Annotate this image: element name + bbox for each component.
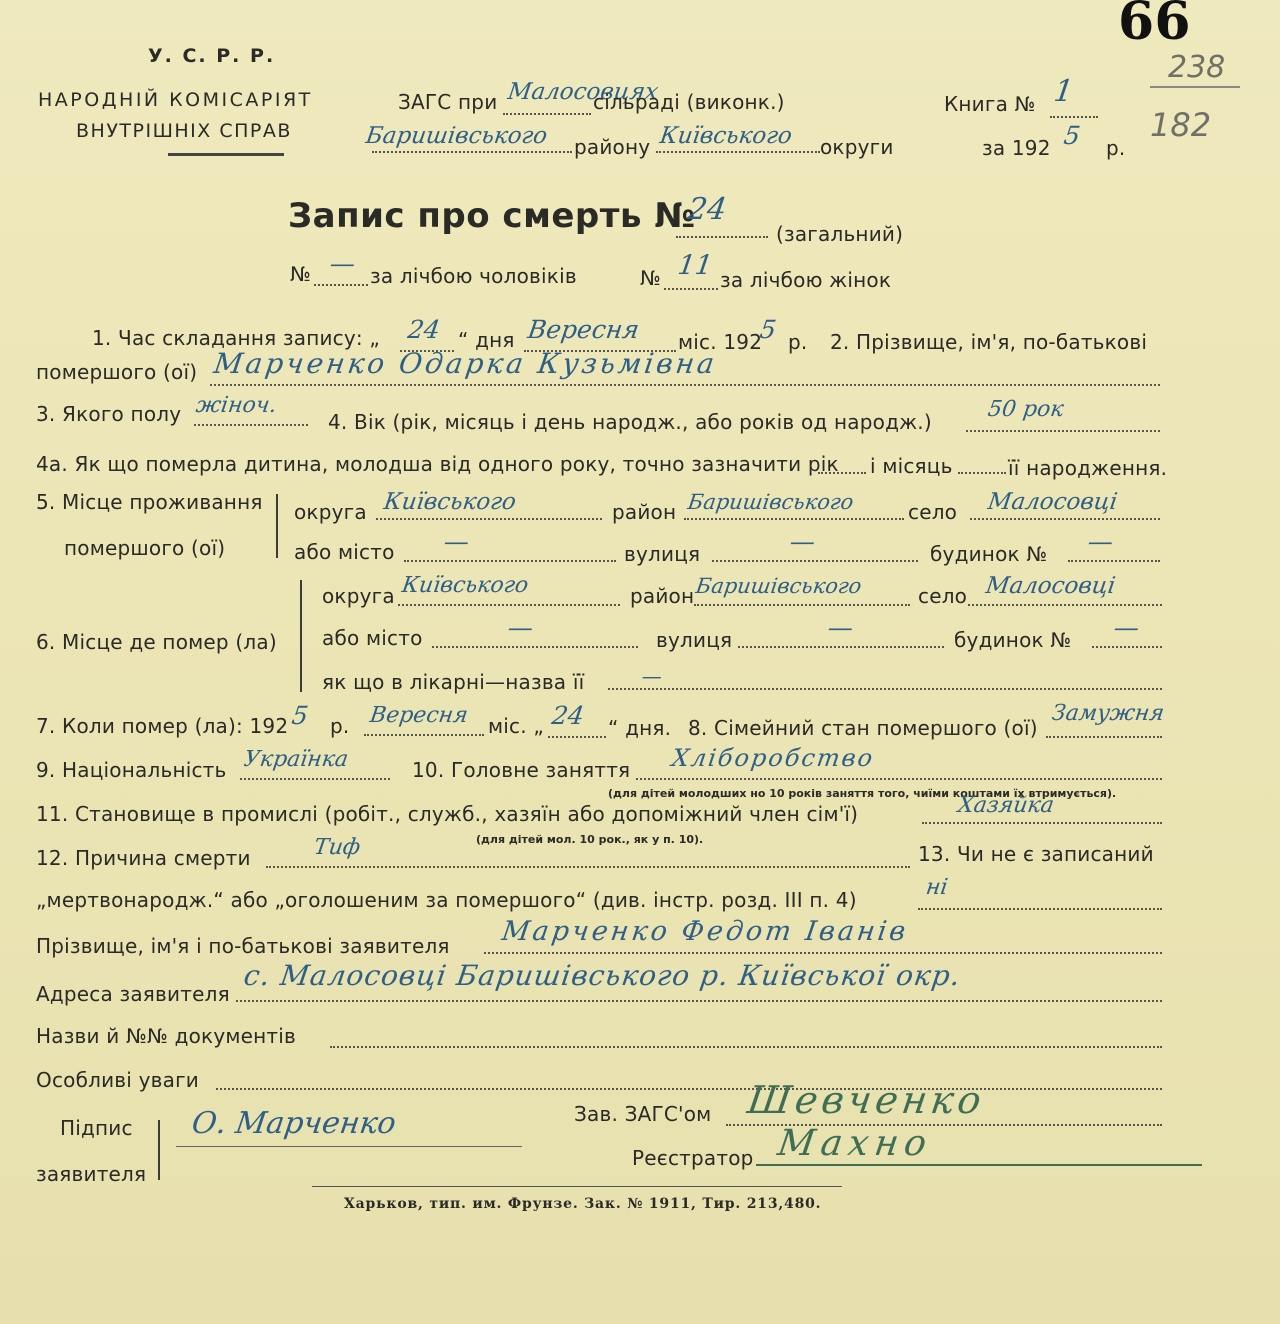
f3-value: жіноч. — [194, 393, 279, 418]
f6-city: — — [506, 613, 536, 642]
f4-line — [966, 430, 1160, 432]
f7-year: 5 — [290, 701, 311, 730]
registrar-label: Реєстратор — [632, 1146, 754, 1170]
f4a-month-line — [958, 472, 1006, 474]
f4a-label: 4а. Як що померла дитина, молодша від одного року, точно зазначити рік — [36, 452, 839, 476]
documents-label: Назви й №№ документів — [36, 1024, 297, 1048]
f13-label2: „мертвонародж.“ або „оголошеним за помершого“ (див. інстр. розд. III п. 4) — [36, 888, 857, 912]
f6-okrug-label: округа — [322, 584, 395, 608]
f13-line — [918, 908, 1162, 910]
f5-label1: 5. Місце проживання — [36, 490, 263, 514]
f2-label: 2. Прізвище, ім'я, по-батькові — [830, 330, 1148, 354]
f9-line — [240, 778, 390, 780]
f7-day: 24 — [550, 701, 586, 730]
year-label: за 192 — [982, 136, 1051, 160]
applicant-name: Марченко Федот Іванів — [499, 916, 911, 947]
f1-day-close: “ дня — [458, 328, 515, 352]
f10-line — [636, 778, 1162, 780]
f6-raion: Баришівського — [694, 574, 864, 598]
f4-label: 4. Вік (рік, місяць і день народж., або років од народж.) — [328, 410, 932, 434]
f6-city-label: або місто — [322, 626, 423, 650]
documents-line — [330, 1046, 1162, 1048]
signature-label2: заявителя — [36, 1162, 147, 1186]
header-divider — [168, 153, 284, 156]
applicant-address: с. Малосовці Баришівського р. Київської окр. — [241, 959, 964, 992]
f7-month-line — [364, 734, 484, 736]
applicant-signature-line — [176, 1146, 522, 1147]
f1-year-suffix: р. — [788, 330, 808, 354]
district-suffix: району — [574, 135, 651, 159]
book-number: 1 — [1051, 74, 1076, 109]
f4-value: 50 рок — [986, 397, 1066, 422]
printer-imprint: Харьков, тип. им. Фрунзе. Зак. № 1911, Тир. 213,480. — [344, 1196, 822, 1212]
f5-brace — [276, 494, 284, 558]
f13-label: 13. Чи не є записаний — [918, 842, 1154, 866]
f5-label2: помершого (ої) — [64, 536, 226, 560]
pencil-number-bottom: 182 — [1150, 106, 1212, 144]
f12-label: 12. Причина смерти — [36, 846, 251, 870]
f5-okrug: Київського — [382, 489, 518, 515]
f6-okrug: Київського — [400, 573, 530, 598]
f5-city: — — [442, 527, 472, 556]
f11-line — [922, 822, 1162, 824]
applicant-address-line — [236, 1000, 1162, 1002]
remarks-label: Особливі уваги — [36, 1068, 199, 1092]
f6-okrug-line — [398, 604, 620, 606]
f12-line — [266, 866, 910, 868]
f3-label: 3. Якого полу — [36, 402, 182, 426]
commissariat-line1: НАРОДНІЙ КОМІСАРІЯТ — [38, 89, 313, 111]
f5-selo: Малосовці — [986, 489, 1120, 515]
remarks-line — [216, 1088, 1162, 1090]
women-count-value: 11 — [675, 250, 715, 281]
f5-raion-line — [684, 518, 904, 520]
f6-hospital-label: як що в лікарні—назва її — [322, 670, 585, 694]
f1-year: 5 — [758, 315, 779, 344]
women-count-label: № — [640, 266, 662, 290]
f7-month: Вересня — [368, 703, 470, 728]
f11-note: (для дітей мол. 10 рок., як у п. 10). — [476, 833, 704, 846]
f10-value: Хліборобство — [670, 744, 877, 772]
registrar-signature: Махно — [775, 1123, 935, 1164]
year-suffix: р. — [1106, 136, 1126, 160]
f5-raion-label: район — [612, 500, 677, 524]
f3-line — [194, 424, 308, 426]
men-count-line — [314, 284, 368, 286]
f6-selo-label: село — [918, 584, 968, 608]
f4a-month-label: і місяць — [870, 454, 953, 478]
women-count-line — [664, 288, 718, 290]
record-number-line — [676, 236, 768, 238]
okrug-line — [656, 151, 820, 153]
signature-brace — [158, 1120, 166, 1180]
zags-head-signature: Шевченко — [744, 1078, 988, 1122]
f8-line — [1046, 736, 1162, 738]
f1-month: Вересня — [526, 315, 642, 344]
f6-house-label: будинок № — [954, 628, 1072, 652]
f11-label: 11. Становище в промислі (робіт., служб., хазяїн або допоміжний член сім'ї) — [36, 802, 859, 826]
f5-selo-label: село — [908, 500, 958, 524]
applicant-name-line — [484, 952, 1162, 954]
f6-selo-line — [968, 604, 1162, 606]
f6-raion-label: район — [630, 584, 695, 608]
applicant-name-label: Прізвище, ім'я і по-батькові заявителя — [36, 934, 450, 958]
f8-value: Замужня — [1050, 701, 1166, 726]
pencil-number-top: 238 — [1168, 50, 1226, 85]
f2-value: Марченко Одарка Кузьмівна — [211, 347, 720, 380]
f6-hospital: — — [640, 664, 664, 688]
zags-village-line — [503, 113, 591, 115]
f1-month-suffix: міс. 192 — [678, 330, 763, 354]
year-digit: 5 — [1062, 121, 1083, 150]
f2-line — [210, 384, 1160, 386]
archive-page-number: 66 — [1118, 0, 1191, 52]
f10-label: 10. Головне заняття — [412, 758, 631, 782]
f4a-end: її народження. — [1008, 456, 1168, 480]
book-label: Книга № — [944, 92, 1036, 116]
men-count-suffix: за лічбою чоловіків — [370, 264, 577, 288]
f5-selo-line — [970, 518, 1160, 520]
f6-city-line — [432, 646, 638, 648]
f13-value: ні — [924, 875, 950, 900]
f6-hospital-line — [608, 688, 1162, 690]
f5-street-line — [712, 560, 918, 562]
record-general: (загальний) — [776, 222, 904, 246]
f9-label: 9. Національність — [36, 758, 227, 782]
f5-city-line — [404, 560, 616, 562]
f5-okrug-line — [376, 518, 602, 520]
f4a-year-line — [818, 472, 866, 474]
f9-value: Українка — [242, 747, 350, 772]
f6-brace — [300, 580, 308, 692]
f11-value: Хазяйка — [956, 793, 1056, 818]
record-title: Запис про смерть № — [288, 196, 696, 236]
f1-label: 1. Час складання запису: „ — [92, 326, 380, 350]
zags-suffix: сільраді (виконк.) — [593, 90, 785, 114]
applicant-signature: О. Марченко — [189, 1106, 399, 1141]
applicant-address-label: Адреса заявителя — [36, 982, 230, 1006]
f7-month-suffix: міс. „ — [488, 714, 544, 738]
registrar-line — [756, 1164, 1202, 1166]
f5-house-line — [1068, 560, 1160, 562]
signature-label1: Підпис — [60, 1116, 133, 1140]
f6-house: — — [1112, 613, 1142, 642]
men-count-value: — — [328, 249, 358, 278]
f6-label: 6. Місце де помер (ла) — [36, 630, 277, 654]
f6-street-label: вулиця — [656, 628, 733, 652]
footer-rule — [312, 1186, 842, 1187]
ussr-header: У. С. Р. Р. — [148, 45, 276, 67]
f5-house: — — [1086, 527, 1116, 556]
f7-year-suffix: р. — [330, 714, 350, 738]
okrug-suffix: округи — [820, 135, 894, 159]
pencil-underline — [1150, 86, 1240, 88]
f6-selo: Малосовці — [984, 573, 1118, 599]
district-value: Баришівського — [364, 123, 549, 149]
f1-day: 24 — [406, 315, 442, 344]
f7-day-suffix: “ дня. — [608, 716, 672, 740]
zags-village-value: Малосовцях — [506, 79, 660, 105]
f6-street-line — [738, 646, 944, 648]
f7-day-line — [548, 736, 606, 738]
zags-prefix: ЗАГС при — [398, 90, 498, 114]
f2-label2: помершого (ої) — [36, 360, 198, 384]
f6-raion-line — [694, 604, 910, 606]
f5-okrug-label: округа — [294, 500, 367, 524]
f7-label: 7. Коли помер (ла): 192 — [36, 714, 289, 738]
f5-city-label: або місто — [294, 540, 395, 564]
district-line — [372, 151, 572, 153]
f10-note: (для дітей молодших но 10 років заняття того, чиїми коштами їх втримується). — [608, 787, 1117, 800]
f5-house-label: будинок № — [930, 542, 1048, 566]
men-count-label: № — [290, 262, 312, 286]
f5-raion: Баришівського — [686, 490, 856, 514]
f5-street: — — [788, 527, 818, 556]
okrug-value: Київського — [658, 123, 794, 149]
f5-street-label: вулиця — [624, 542, 701, 566]
f12-value: Тиф — [312, 835, 362, 860]
zags-head-label: Зав. ЗАГС'ом — [574, 1102, 712, 1126]
f8-label: 8. Сімейний стан помершого (ої) — [688, 716, 1038, 740]
women-count-suffix: за лічбою жінок — [720, 268, 892, 292]
commissariat-line2: ВНУТРІШНІХ СПРАВ — [76, 120, 292, 142]
book-number-line — [1050, 116, 1098, 118]
record-number: 24 — [685, 192, 729, 227]
f6-house-line — [1092, 646, 1162, 648]
f6-street: — — [826, 613, 856, 642]
